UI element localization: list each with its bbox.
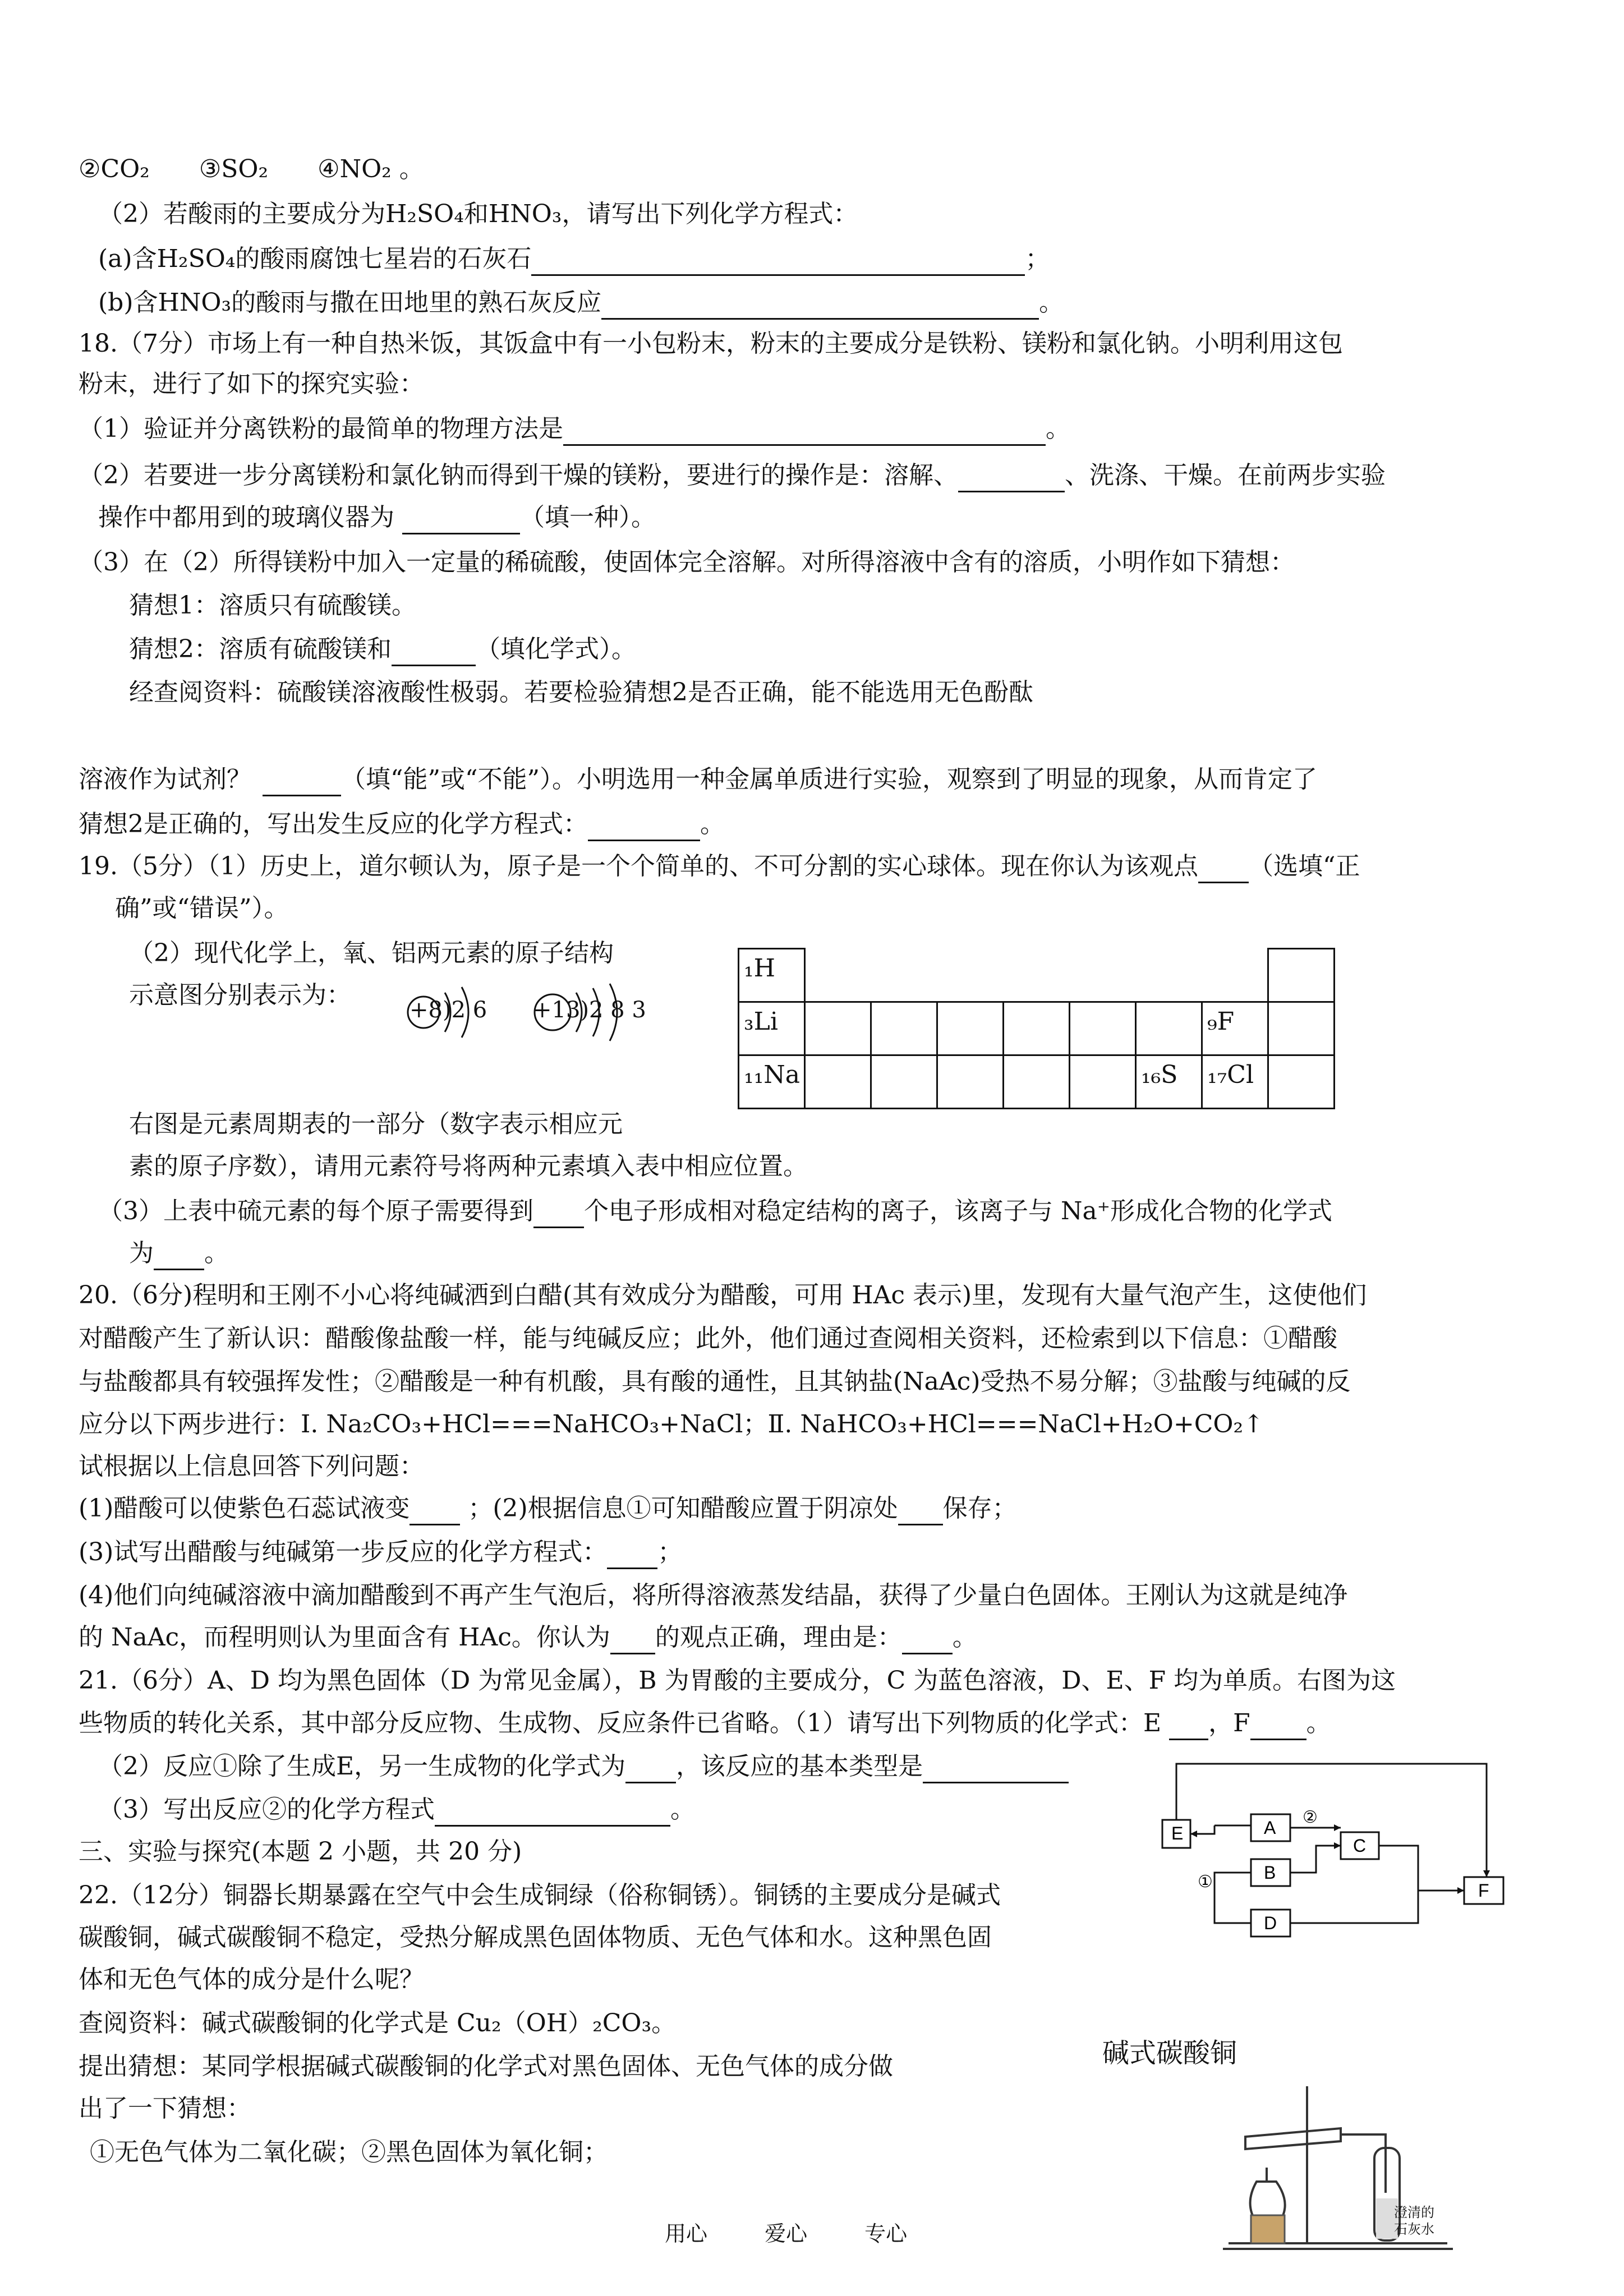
text-line	[79, 1492, 1017, 1525]
text: （选填“正	[1248, 852, 1360, 880]
answer-blank[interactable]	[958, 464, 1065, 492]
limewater-label-line2: 石灰水	[1394, 2221, 1434, 2237]
text: 。	[670, 1795, 695, 1824]
answer-blank[interactable]	[392, 638, 476, 666]
answer-blank[interactable]	[435, 1798, 670, 1827]
pt-cell[interactable]	[937, 1055, 1004, 1109]
text: (1)醋酸可以使紫色石蕊试液变	[79, 1494, 410, 1523]
text-line: （3）在（2）所得镁粉中加入一定量的稀硫酸，使固体完全溶解。对所得溶液中含有的溶质，小明作如下猜想：	[79, 548, 1295, 577]
answer-blank[interactable]	[610, 1626, 655, 1654]
text: 保存；	[942, 1494, 1017, 1523]
reaction-1-label: ①	[1198, 1872, 1213, 1892]
text: ，该反应的基本类型是	[676, 1752, 923, 1781]
text: （填一种）。	[520, 503, 656, 532]
answer-blank[interactable]	[531, 247, 1025, 276]
pt-cell[interactable]	[937, 1002, 1004, 1055]
text-line: 18.（7分）市场上有一种自热米饭，其饭盒中有一小包粉末，粉末的主要成分是铁粉、镁粉和氯化钠。小明利用这包	[79, 329, 1343, 358]
apparatus-title: 碱式碳酸铜	[1102, 2037, 1237, 2069]
answer-blank[interactable]	[898, 1497, 943, 1525]
text: 溶液作为试剂？	[79, 765, 251, 794]
text-line	[79, 850, 1360, 883]
text-line: 与盐酸都具有较强挥发性；②醋酸是一种有机酸，具有酸的通性，且其钠盐(NaAc)受热不易分解；③盐酸与纯碱的反	[79, 1367, 1351, 1396]
text-line	[129, 633, 636, 666]
pt-cell[interactable]: ₁₇Cl	[1202, 1055, 1268, 1109]
text: （填“能”或“不能”）。小明选用一种金属单质进行实验，观察到了明显的现象，从而肯定了	[341, 765, 1317, 794]
text-line: 试根据以上信息回答下列问题：	[79, 1452, 424, 1481]
text: 的观点正确，理由是：	[655, 1623, 902, 1652]
periodic-table	[738, 948, 1335, 1109]
node-E-label: E	[1171, 1823, 1184, 1843]
pt-cell[interactable]: ₁₆S	[1136, 1055, 1202, 1109]
text-line: 示意图分别表示为：	[129, 981, 351, 1009]
text-line: 体和无色气体的成分是什么呢？	[79, 1965, 424, 1994]
text-line: 碳酸铜，碱式碳酸铜不稳定，受热分解成黑色固体物质、无色气体和水。这种黑色固	[79, 1923, 992, 1952]
oxygen-atom-label: +8)2 6	[410, 997, 487, 1023]
answer-blank[interactable]	[625, 1755, 676, 1783]
text-line	[79, 459, 1386, 492]
text: ，F	[1208, 1709, 1250, 1737]
text: ；(2)根据信息①可知醋酸应置于阴凉处	[460, 1494, 898, 1523]
pt-cell[interactable]: ₁H	[739, 949, 805, 1002]
text-line: 右图是元素周期表的一部分（数字表示相应元	[129, 1110, 623, 1138]
answer-blank[interactable]	[1169, 1712, 1208, 1740]
text-line	[79, 808, 725, 841]
pt-cell[interactable]	[1070, 1002, 1136, 1055]
answer-blank[interactable]	[563, 417, 1046, 446]
answer-blank[interactable]	[588, 813, 700, 841]
text-line: 粉末，进行了如下的探究实验：	[79, 370, 424, 398]
text-line: 提出猜想：某同学根据碱式碳酸铜的化学式对黑色固体、无色气体的成分做	[79, 2052, 893, 2081]
node-F-label: F	[1478, 1880, 1489, 1901]
pt-cell[interactable]	[805, 1002, 871, 1055]
text: 、洗涤、干燥。在前两步实验	[1065, 461, 1386, 490]
text-line	[98, 1750, 1069, 1783]
answer-blank[interactable]	[533, 1200, 584, 1228]
text-line: 查阅资料：碱式碳酸铜的化学式是 Cu₂（OH）₂CO₃。	[79, 2009, 677, 2037]
page-footer: 用心 爱心 专心	[665, 2221, 908, 2246]
text: 。	[1306, 1709, 1331, 1737]
limewater-label-line1: 澄清的	[1394, 2205, 1434, 2220]
text: （2）反应①除了生成E，另一生成物的化学式为	[98, 1752, 626, 1781]
text-line	[98, 1195, 1332, 1228]
text: 。	[700, 810, 725, 838]
text-line: 出了一下猜想：	[79, 2094, 251, 2123]
text: （1）验证并分离铁粉的最简单的物理方法是	[79, 414, 563, 443]
answer-blank[interactable]	[923, 1755, 1069, 1783]
text-line: 猜想1：溶质只有硫酸镁。	[129, 591, 416, 620]
text-line	[79, 1536, 682, 1569]
pt-cell[interactable]	[1004, 1055, 1070, 1109]
text-line: 22.（12分）铜器长期暴露在空气中会生成铜绿（俗称铜锈）。铜锈的主要成分是碱式	[79, 1881, 1001, 1910]
pt-cell[interactable]	[805, 1055, 871, 1109]
text: 19.（5分）（1）历史上，道尔顿认为，原子是一个个简单的、不可分割的实心球体。现在你认为该观点	[79, 852, 1198, 880]
text-line: 21.（6分）A、D 均为黑色固体（D 为常见金属），B 为胃酸的主要成分，C 为蓝色溶液，D、E、F 均为单质。右图为这	[79, 1666, 1396, 1695]
text-line	[79, 1621, 977, 1654]
text: （填化学式）。	[476, 635, 636, 663]
text: 。	[204, 1239, 229, 1267]
text: 猜想2是正确的，写出发生反应的化学方程式：	[79, 810, 588, 838]
answer-blank[interactable]	[601, 291, 1039, 320]
answer-blank[interactable]	[607, 1541, 657, 1569]
text-line	[98, 501, 656, 534]
pt-cell[interactable]	[1070, 1055, 1136, 1109]
text-line	[98, 1793, 695, 1827]
section-heading: 三、实验与探究(本题 2 小题，共 20 分)	[79, 1837, 522, 1866]
answer-blank[interactable]	[154, 1242, 204, 1270]
pt-cell[interactable]: ₉F	[1202, 1002, 1268, 1055]
text-line: （2）现代化学上，氧、铝两元素的原子结构	[129, 939, 614, 967]
text-line: （2）若酸雨的主要成分为H₂SO₄和HNO₃，请写出下列化学方程式：	[98, 200, 858, 228]
pt-cell[interactable]	[1136, 1002, 1202, 1055]
text: (b)含HNO₃的酸雨与撒在田地里的熟石灰反应	[98, 288, 602, 317]
text: （3）写出反应②的化学方程式	[98, 1795, 435, 1824]
limewater-label	[1394, 2204, 1434, 2238]
text-line: ②CO₂ ③SO₂ ④NO₂ 。	[79, 155, 424, 183]
text: 的 NaAc，而程明则认为里面含有 HAc。你认为	[79, 1623, 610, 1652]
answer-blank[interactable]	[902, 1626, 953, 1654]
answer-blank[interactable]	[263, 768, 341, 796]
text: 。	[952, 1623, 977, 1652]
text-line: 确”或“错误”）。	[115, 894, 289, 923]
text-line	[98, 242, 1050, 276]
text: 。	[1039, 288, 1064, 317]
text: 些物质的转化关系，其中部分反应物、生成物、反应条件已省略。（1）请写出下列物质的化学式：E	[79, 1709, 1170, 1737]
text-line: 经查阅资料：硫酸镁溶液酸性极弱。若要检验猜想2是否正确，能不能选用无色酚酞	[129, 678, 1033, 707]
text: 。	[1046, 414, 1070, 443]
pt-cell[interactable]	[1268, 1002, 1335, 1055]
reaction-flow-diagram	[1156, 1747, 1548, 1954]
pt-cell[interactable]	[1004, 1002, 1070, 1055]
answer-blank[interactable]	[1250, 1712, 1306, 1740]
answer-blank[interactable]	[1198, 855, 1249, 883]
text-line: 应分以下两步进行：Ⅰ. Na₂CO₃+HCl===NaHCO₃+NaCl；Ⅱ. NaHCO₃+HCl===NaCl+H₂O+CO₂↑	[79, 1410, 1264, 1439]
text-line: ①无色气体为二氧化碳；②黑色固体为氧化铜；	[90, 2138, 608, 2166]
text-line	[129, 1237, 229, 1270]
node-A-label: A	[1264, 1818, 1276, 1838]
pt-cell[interactable]	[1268, 1055, 1335, 1109]
text-line: (4)他们向纯碱溶液中滴加醋酸到不再产生气泡后，将所得溶液蒸发结晶，获得了少量白色固体。王刚认为这就是纯净	[79, 1581, 1348, 1610]
text-line: 素的原子序数），请用元素符号将两种元素填入表中相应位置。	[129, 1152, 808, 1181]
node-C-label: C	[1353, 1836, 1367, 1856]
text: 猜想2：溶质有硫酸镁和	[129, 635, 392, 663]
text-line	[98, 286, 1064, 320]
text: 操作中都用到的玻璃仪器为	[98, 503, 402, 532]
pt-cell[interactable]	[1268, 949, 1335, 1002]
text: （3）上表中硫元素的每个原子需要得到	[98, 1197, 533, 1225]
text-line: 对醋酸产生了新认识：醋酸像盐酸一样，能与纯碱反应；此外，他们通过查阅相关资料，还检索到以下信息：①醋酸	[79, 1324, 1337, 1353]
node-B-label: B	[1264, 1862, 1276, 1883]
pt-cell[interactable]	[871, 1002, 937, 1055]
pt-cell[interactable]: ₁₁Na	[739, 1055, 805, 1109]
text-line	[79, 412, 1070, 446]
text: ；	[657, 1538, 683, 1566]
text: 个电子形成相对稳定结构的离子，该离子与 Na⁺形成化合物的化学式	[584, 1197, 1332, 1225]
text-line	[79, 763, 1317, 796]
text: （2）若要进一步分离镁粉和氯化钠而得到干燥的镁粉，要进行的操作是：溶解、	[79, 461, 958, 490]
text: ；	[1025, 245, 1050, 273]
aluminum-atom-label: +13)2 8 3	[533, 997, 646, 1023]
pt-cell[interactable]: ₃Li	[739, 1002, 805, 1055]
text: 为	[129, 1239, 154, 1267]
text-line	[79, 1707, 1331, 1740]
text: (a)含H₂SO₄的酸雨腐蚀七星岩的石灰石	[98, 245, 532, 273]
text-line: 20.（6分)程明和王刚不小心将纯碱洒到白醋(其有效成分为醋酸，可用 HAc 表示)里，发现有大量气泡产生，这使他们	[79, 1281, 1367, 1310]
answer-blank[interactable]	[410, 1497, 460, 1525]
pt-cell[interactable]	[871, 1055, 937, 1109]
node-D-label: D	[1264, 1913, 1277, 1933]
text: (3)试写出醋酸与纯碱第一步反应的化学方程式：	[79, 1538, 608, 1566]
reaction-2-label: ②	[1303, 1808, 1318, 1827]
answer-blank[interactable]	[402, 506, 520, 534]
